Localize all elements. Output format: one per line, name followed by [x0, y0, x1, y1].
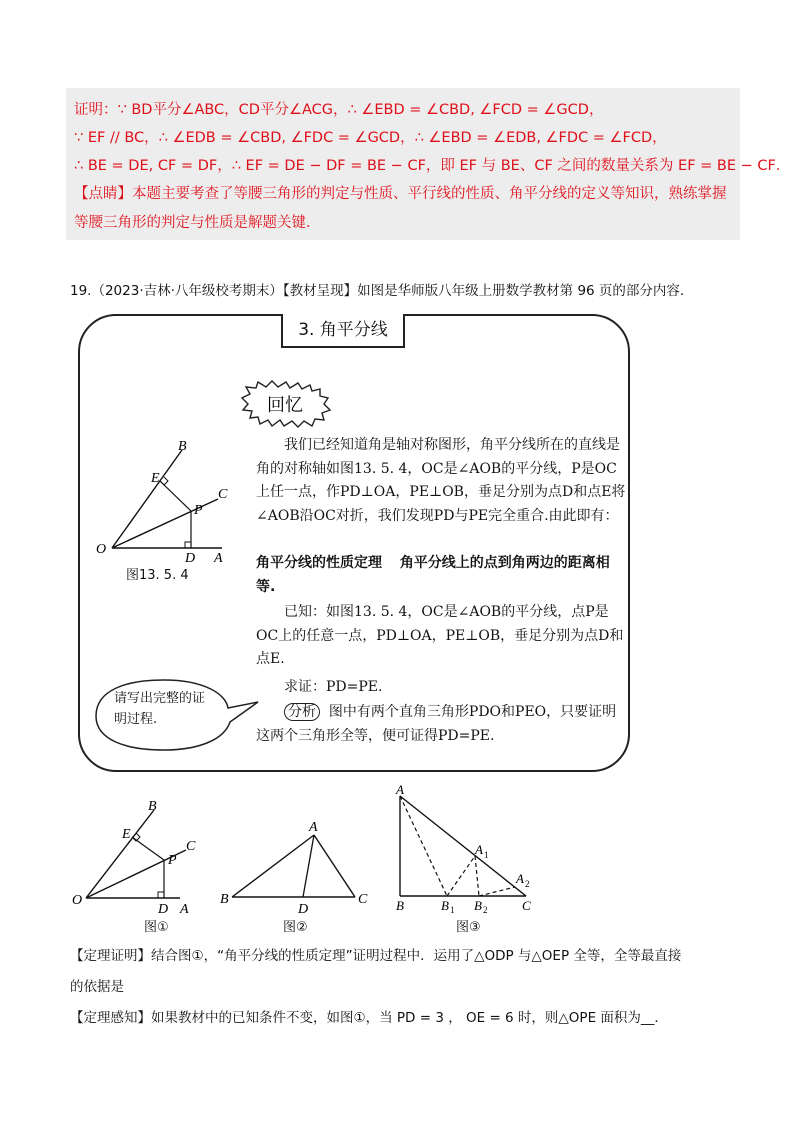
prove-text: 求证：PD=PE.	[284, 679, 383, 695]
figure-2	[218, 815, 368, 915]
fig1-label-D: D	[158, 902, 169, 916]
fig1-label-P: P	[168, 853, 177, 868]
fig1-label-E: E	[122, 827, 131, 842]
fig3-label-B2: B	[474, 898, 482, 913]
figure-1-caption: 图①	[144, 920, 169, 935]
figure-2-caption: 图②	[283, 920, 308, 935]
question-header: 19.（2023·吉林·八年级校考期末）【教材呈现】如图是华师版八年级上册数学教材第 96 页的部分内容．	[70, 283, 694, 299]
textbook-figure	[90, 440, 240, 565]
fig3-sub-2a: 2	[525, 879, 530, 889]
fig2-label-C: C	[358, 892, 368, 907]
fig3-label-B1: B	[441, 898, 449, 913]
fig3-sub-1a: 1	[484, 850, 489, 860]
given-text: 已知：如图13. 5. 4，OC是∠AOB的平分线，点P是OC上的任意一点，PD⊥OA，PE⊥OB，垂足分别为点D和点E.	[256, 604, 624, 667]
theorem-text: 角平分线上的点到角两边的距离相等.	[256, 555, 610, 595]
solution-line-3: ∴ BE = DE, CF = DF，∴ EF = DE − DF = BE − CF，即 EF 与 BE、CF 之间的数量关系为 EF = BE − CF．	[74, 158, 791, 174]
recall-text: 回忆	[267, 395, 303, 416]
figure-1	[68, 796, 203, 916]
note-text: 本题主要考查了等腰三角形的判定与性质、平行线的性质、角平分线的定义等知识，熟练掌握等腰三角形的判定与性质是解题关键．	[74, 186, 727, 231]
solution-line-1: 证明：∵ BD平分∠ABC，CD平分∠ACG，∴ ∠EBD = ∠CBD, ∠FCD = ∠GCD，	[74, 102, 604, 118]
label-O: O	[96, 542, 107, 557]
figure-3	[388, 782, 548, 914]
fig3-label-C: C	[522, 898, 531, 913]
analysis-block	[256, 701, 628, 748]
analysis-tag: 分析	[284, 703, 320, 721]
label-C: C	[218, 487, 228, 502]
fig1-label-A: A	[180, 902, 189, 916]
solution-box	[66, 88, 791, 240]
bubble-text: 请写出完整的证明过程.	[114, 691, 206, 727]
theorem-statement	[256, 552, 628, 599]
theorem-proof-line-1: 【定理证明】结合图①，“角平分线的性质定理”证明过程中．运用了△ODP 与△OEP 全等，全等最直接	[70, 948, 682, 964]
textbook-paragraph: 我们已经知道角是轴对称图形，角平分线所在的直线是角的对称轴如图13. 5. 4，OC是∠AOB的平分线，P是OC上任一点，作PD⊥OA，PE⊥OB，垂足分别为点D和点E将∠AOB沿OC对折，我们发现PD与PE完全重合.由此即有：	[256, 437, 626, 524]
label-P: P	[194, 503, 203, 518]
fig3-label-A1: A	[475, 842, 483, 857]
fig2-label-A: A	[309, 820, 318, 835]
analysis-text: 图中有两个直角三角形PDO和PEO，只要证明这两个三角形全等，便可证得PD=PE.	[256, 704, 617, 744]
theorem-name: 角平分线的性质定理	[256, 555, 382, 571]
note-tag: 【点睛】	[74, 186, 132, 202]
recall-badge-icon	[240, 380, 332, 428]
fig3-label-A: A	[396, 782, 404, 797]
fig3-label-A2: A	[516, 871, 524, 886]
label-E: E	[151, 471, 160, 486]
solution-note	[74, 180, 730, 238]
fig3-sub-2b: 2	[483, 905, 488, 914]
fig1-label-C: C	[186, 839, 196, 854]
textbook-excerpt	[78, 314, 630, 772]
fig1-label-B: B	[148, 799, 157, 814]
label-D: D	[185, 551, 196, 565]
figure-3-caption: 图③	[456, 920, 481, 935]
theorem-perception-line: 【定理感知】如果教材中的已知条件不变，如图①，当 PD = 3 ， OE = 6 时，则△OPE 面积为__．	[70, 1010, 668, 1026]
fig1-label-O: O	[72, 893, 83, 908]
textbook-figure-caption: 图13. 5. 4	[126, 568, 189, 583]
fig3-label-B: B	[396, 898, 404, 913]
fig3-sub-1b: 1	[450, 905, 455, 914]
solution-line-2: ∵ EF // BC，∴ ∠EDB = ∠CBD, ∠FDC = ∠GCD，∴ ∠EBD = ∠EDB, ∠FDC = ∠FCD，	[74, 130, 667, 146]
fig2-label-B: B	[220, 892, 229, 907]
fig2-label-D: D	[298, 902, 309, 915]
theorem-proof-line-2: 的依据是	[70, 979, 124, 995]
textbook-title: 3. 角平分线	[281, 314, 405, 348]
label-B: B	[178, 440, 187, 454]
label-A: A	[214, 551, 223, 565]
